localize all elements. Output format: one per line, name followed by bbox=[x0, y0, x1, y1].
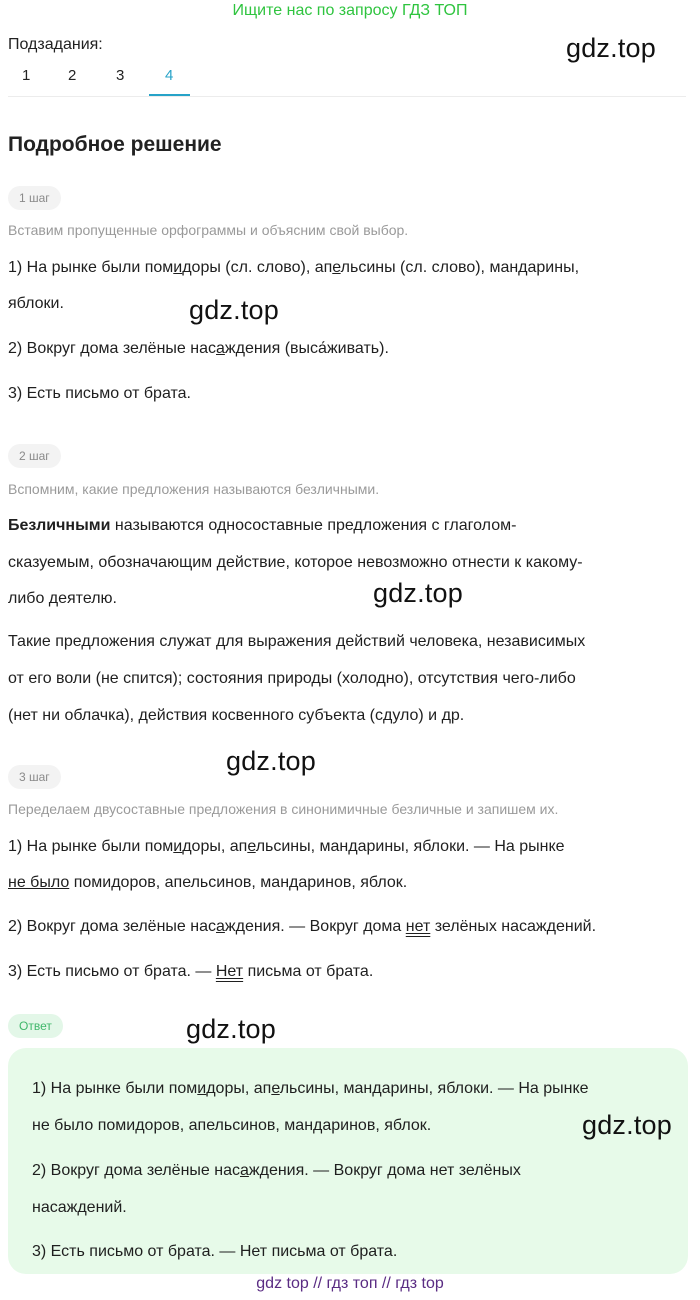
watermark: gdz.top bbox=[566, 33, 656, 63]
step-line: либо деятелю. bbox=[8, 590, 117, 607]
watermark: gdz.top bbox=[189, 295, 279, 325]
answer-line: 1) На рынке были помидоры, апельсины, мандарины, яблоки. — На рынке bbox=[32, 1080, 589, 1097]
step-hint: Вставим пропущенные орфограммы и объясним свой выбор. bbox=[8, 222, 409, 238]
subtasks-label: Подзадания: bbox=[8, 36, 103, 53]
tabs-divider bbox=[8, 96, 686, 97]
step-line: 1) На рынке были помидоры, апельсины, мандарины, яблоки. — На рынке bbox=[8, 838, 565, 855]
step-line: 3) Есть письмо от брата. bbox=[8, 385, 191, 402]
tab-2[interactable]: 2 bbox=[68, 67, 77, 84]
step-line: 3) Есть письмо от брата. — Нет письма от брата. bbox=[8, 963, 374, 980]
tab-3[interactable]: 3 bbox=[116, 67, 125, 84]
watermark: gdz.top bbox=[373, 578, 463, 608]
step-line: не было помидоров, апельсинов, мандаринов, яблок. bbox=[8, 874, 408, 891]
answer-line: 3) Есть письмо от брата. — Нет письма от брата. bbox=[32, 1243, 398, 1260]
step-badge: 2 шаг bbox=[8, 444, 61, 468]
watermark: gdz.top bbox=[186, 1014, 276, 1044]
step-hint: Вспомним, какие предложения называются безличными. bbox=[8, 481, 380, 497]
tab-1[interactable]: 1 bbox=[22, 67, 31, 84]
step-hint: Переделаем двусоставные предложения в синонимичные безличные и запишем их. bbox=[8, 801, 559, 817]
tab-4[interactable]: 4 bbox=[165, 67, 174, 84]
step-badge: 3 шаг bbox=[8, 765, 61, 789]
page-title: Подробное решение bbox=[8, 133, 222, 156]
step-line: (нет ни облачка), действия косвенного субъекта (сдуло) и др. bbox=[8, 707, 465, 724]
watermark: gdz.top bbox=[226, 746, 316, 776]
step-line: яблоки. bbox=[8, 295, 64, 312]
step-line: Безличными называются односоставные предложения с глаголом- bbox=[8, 517, 517, 534]
step-line: от его воли (не спится); состояния природы (холодно), отсутствия чего-либо bbox=[8, 670, 576, 687]
answer-line: 2) Вокруг дома зелёные насаждения. — Вокруг дома нет зелёных bbox=[32, 1162, 521, 1179]
top-banner: Ищите нас по запросу ГДЗ ТОП bbox=[232, 2, 468, 19]
step-badge: 1 шаг bbox=[8, 186, 61, 210]
answer-badge: Ответ bbox=[8, 1014, 63, 1038]
step-line: Такие предложения служат для выражения действий человека, независимых bbox=[8, 633, 586, 650]
answer-line: насаждений. bbox=[32, 1199, 127, 1216]
step-line: 1) На рынке были помидоры (сл. слово), апельсины (сл. слово), мандарины, bbox=[8, 259, 580, 276]
answer-line: не было помидоров, апельсинов, мандаринов, яблок. bbox=[32, 1117, 432, 1134]
footer-links: gdz top // гдз топ // гдз top bbox=[256, 1275, 444, 1292]
watermark: gdz.top bbox=[582, 1110, 672, 1140]
step-line: 2) Вокруг дома зелёные насаждения. — Вокруг дома нет зелёных насаждений. bbox=[8, 918, 597, 935]
step-line: сказуемым, обозначающим действие, которое невозможно отнести к какому- bbox=[8, 554, 583, 571]
step-line: 2) Вокруг дома зелёные насаждения (выса́живать). bbox=[8, 340, 389, 357]
